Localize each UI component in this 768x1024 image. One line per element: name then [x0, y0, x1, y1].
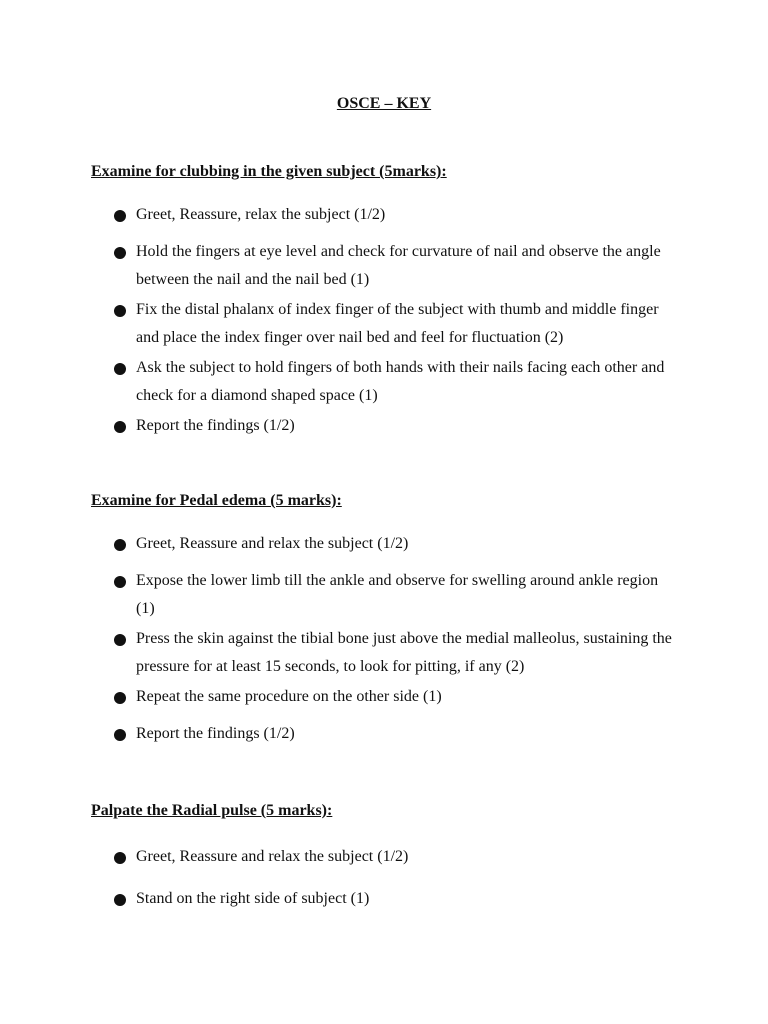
bullet-icon: [114, 729, 126, 741]
list-item-text: Ask the subject to hold fingers of both hands with their nails facing each other and check for a diamond shaped space (1): [136, 359, 665, 404]
list-item-text: Hold the fingers at eye level and check for curvature of nail and observe the angle between the nail and the nail bed (1): [136, 243, 661, 288]
bullet-icon: [114, 692, 126, 704]
bullet-icon: [114, 539, 126, 551]
bullet-icon: [114, 576, 126, 588]
list-item-text: Press the skin against the tibial bone just above the medial malleolus, sustaining the pressure for at least 15 seconds, to look for pitting, if any (2): [136, 630, 672, 675]
list-item: [114, 720, 674, 748]
list-item-text: Greet, Reassure and relax the subject (1/2): [136, 535, 409, 552]
list-item: [114, 885, 674, 913]
list-item: [114, 201, 674, 229]
page-title: OSCE – KEY: [336, 95, 432, 112]
bullet-icon: [114, 634, 126, 646]
bullet-icon: [114, 247, 126, 259]
list-item: [114, 625, 674, 681]
list-item: [114, 530, 674, 558]
section-heading-clubbing: Examine for clubbing in the given subject (5marks):: [91, 163, 447, 180]
bullet-icon: [114, 305, 126, 317]
list-item: [114, 354, 674, 410]
list-item: [114, 296, 674, 352]
bullet-icon: [114, 363, 126, 375]
list-item-text: Expose the lower limb till the ankle and observe for swelling around ankle region (1): [136, 572, 659, 617]
list-item-text: Greet, Reassure and relax the subject (1/2): [136, 848, 409, 865]
list-item: [114, 412, 674, 440]
section-heading-radial-pulse: Palpate the Radial pulse (5 marks):: [91, 802, 333, 819]
list-item: [114, 843, 674, 871]
bullet-icon: [114, 210, 126, 222]
bullet-icon: [114, 894, 126, 906]
list-item: [114, 238, 674, 294]
list-item-text: Repeat the same procedure on the other side (1): [136, 688, 442, 705]
list-item-text: Report the findings (1/2): [136, 417, 295, 434]
list-item-text: Greet, Reassure, relax the subject (1/2): [136, 206, 386, 223]
list-item: [114, 567, 674, 623]
list-item-text: Report the findings (1/2): [136, 725, 295, 742]
list-item-text: Fix the distal phalanx of index finger of the subject with thumb and middle finger and place the index finger over nail bed and feel for fluctuation (2): [136, 301, 659, 346]
list-item-text: Stand on the right side of subject (1): [136, 890, 370, 907]
bullet-icon: [114, 421, 126, 433]
list-item: [114, 683, 674, 711]
section-heading-pedal-edema: Examine for Pedal edema (5 marks):: [91, 492, 342, 509]
bullet-icon: [114, 852, 126, 864]
